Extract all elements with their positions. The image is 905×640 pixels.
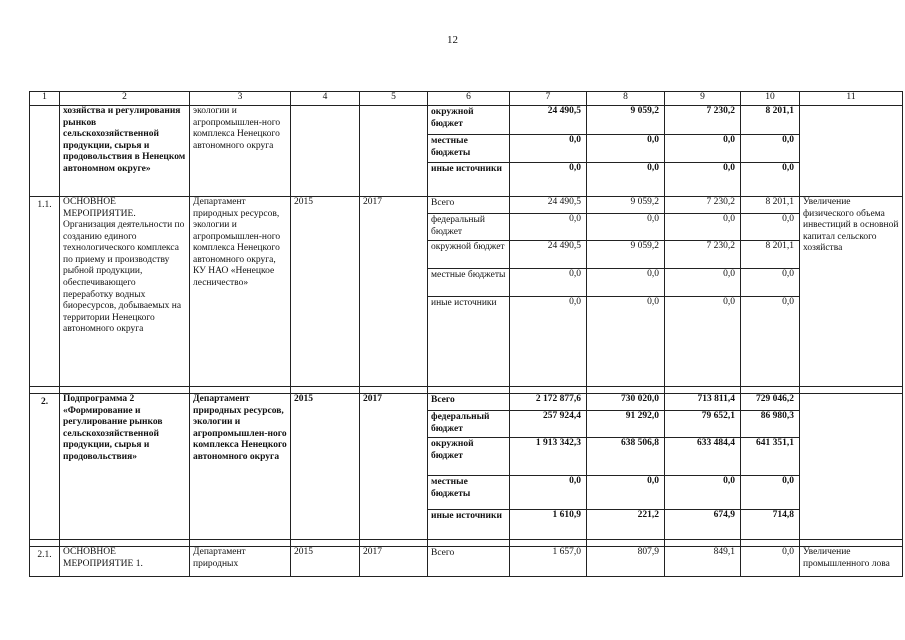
page-number: 12	[447, 34, 458, 46]
funding-source: местные бюджеты	[428, 135, 510, 163]
value-2017: 79 652,1	[665, 411, 741, 438]
funding-source: Всего	[428, 547, 510, 577]
value-total: 8 201,1	[741, 197, 800, 214]
header-cell: 2	[60, 92, 190, 106]
table-row	[30, 547, 903, 577]
department: Департамент природных	[190, 547, 291, 577]
header-cell: 10	[741, 92, 800, 106]
value-2016: 221,2	[587, 510, 665, 540]
expected-result: Увеличение физического объема инвестиций в основной капитал сельского хозяйства	[800, 197, 903, 387]
header-cell: 3	[190, 92, 291, 106]
header-cell: 7	[510, 92, 587, 106]
value-2016: 0,0	[587, 163, 665, 197]
value-2017: 849,1	[665, 547, 741, 577]
header-cell: 6	[428, 92, 510, 106]
value-2016: 9 059,2	[587, 241, 665, 269]
value-total: 714,8	[741, 510, 800, 540]
value-total: 0,0	[741, 547, 800, 577]
value-2017: 0,0	[665, 269, 741, 297]
value-2016: 0,0	[587, 135, 665, 163]
value-2017: 7 230,2	[665, 241, 741, 269]
value-2016: 91 292,0	[587, 411, 665, 438]
start-year: 2015	[291, 197, 360, 387]
activity-name: ОСНОВНОЕ МЕРОПРИЯТИЕ 1.	[60, 547, 190, 577]
funding-source: окружной бюджет	[428, 106, 510, 135]
funding-source: Всего	[428, 394, 510, 411]
subprogram-name: Подпрограмма 2 «Формирование и регулирование рынков сельскохозяйственной продукции, сырья и продовольствия»	[60, 394, 190, 540]
value-2016: 730 020,0	[587, 394, 665, 411]
value-total: 0,0	[741, 476, 800, 510]
value-total: 0,0	[741, 135, 800, 163]
value-2017: 674,9	[665, 510, 741, 540]
value-total: 641 351,1	[741, 438, 800, 476]
value-2015: 0,0	[510, 476, 587, 510]
start-year: 2015	[291, 547, 360, 577]
item-number: 1.1.	[30, 197, 60, 387]
table-row	[30, 106, 903, 135]
program-name: хозяйства и регулирования рынков сельскохозяйственной продукции, сырья и продовольствия в Ненецком автономном округе»	[60, 106, 190, 197]
value-total: 0,0	[741, 214, 800, 241]
value-2016: 9 059,2	[587, 106, 665, 135]
value-2016: 0,0	[587, 297, 665, 387]
value-2017: 0,0	[665, 297, 741, 387]
value-2016: 0,0	[587, 214, 665, 241]
end-year: 2017	[360, 197, 428, 387]
value-total: 729 046,2	[741, 394, 800, 411]
value-total: 86 980,3	[741, 411, 800, 438]
value-2015: 257 924,4	[510, 411, 587, 438]
activity-name: ОСНОВНОЕ МЕРОПРИЯТИЕ. Организация деятельности по созданию единого технологического комплекса по приему и производству рыбной продукции, обеспечивающего переработку водных биоресурсов, добываемых на территории Ненецкого автономного округа	[60, 197, 190, 387]
value-2015: 24 490,5	[510, 241, 587, 269]
header-row	[30, 92, 903, 106]
funding-source: федеральный бюджет	[428, 214, 510, 241]
value-2017: 0,0	[665, 135, 741, 163]
funding-source: федеральный бюджет	[428, 411, 510, 438]
department: экологии и агропромышлен-ного комплекса Ненецкого автономного округа	[190, 106, 291, 197]
funding-source: окружной бюджет	[428, 241, 510, 269]
start-year: 2015	[291, 394, 360, 540]
value-total: 0,0	[741, 297, 800, 387]
item-number: 2.1.	[30, 547, 60, 577]
value-2015: 1 657,0	[510, 547, 587, 577]
value-2017: 0,0	[665, 214, 741, 241]
funding-source: Всего	[428, 197, 510, 214]
value-total: 8 201,1	[741, 241, 800, 269]
funding-source: окружной бюджет	[428, 438, 510, 476]
item-number: 2.	[30, 394, 60, 540]
value-2017: 633 484,4	[665, 438, 741, 476]
value-2016: 0,0	[587, 269, 665, 297]
value-2016: 638 506,8	[587, 438, 665, 476]
header-cell: 9	[665, 92, 741, 106]
value-2015: 1 610,9	[510, 510, 587, 540]
value-2015: 0,0	[510, 163, 587, 197]
expected-result: Увеличение промышленного лова	[800, 547, 903, 577]
value-2017: 7 230,2	[665, 106, 741, 135]
value-total: 8 201,1	[741, 106, 800, 135]
value-total: 0,0	[741, 269, 800, 297]
header-cell: 8	[587, 92, 665, 106]
funding-source: иные источники	[428, 297, 510, 387]
value-2015: 0,0	[510, 269, 587, 297]
funding-source: иные источники	[428, 163, 510, 197]
value-2016: 0,0	[587, 476, 665, 510]
budget-table	[29, 91, 903, 577]
department: Департамент природных ресурсов, экологии и агропромышлен-ного комплекса Ненецкого автономного округа	[190, 394, 291, 540]
value-2015: 0,0	[510, 135, 587, 163]
value-2017: 0,0	[665, 476, 741, 510]
end-year: 2017	[360, 394, 428, 540]
table-row	[30, 197, 903, 214]
value-2015: 0,0	[510, 214, 587, 241]
value-2015: 1 913 342,3	[510, 438, 587, 476]
value-2015: 2 172 877,6	[510, 394, 587, 411]
value-2015: 24 490,5	[510, 197, 587, 214]
header-cell: 1	[30, 92, 60, 106]
header-cell: 4	[291, 92, 360, 106]
funding-source: местные бюджеты	[428, 476, 510, 510]
table-row	[30, 394, 903, 411]
header-cell: 11	[800, 92, 903, 106]
value-total: 0,0	[741, 163, 800, 197]
value-2016: 807,9	[587, 547, 665, 577]
value-2017: 7 230,2	[665, 197, 741, 214]
value-2015: 0,0	[510, 297, 587, 387]
value-2015: 24 490,5	[510, 106, 587, 135]
header-cell: 5	[360, 92, 428, 106]
value-2017: 0,0	[665, 163, 741, 197]
department: Департамент природных ресурсов, экологии и агропромышлен-ного комплекса Ненецкого автономного округа, КУ НАО «Ненецкое лесничество»	[190, 197, 291, 387]
funding-source: местные бюджеты	[428, 269, 510, 297]
end-year: 2017	[360, 547, 428, 577]
funding-source: иные источники	[428, 510, 510, 540]
value-2016: 9 059,2	[587, 197, 665, 214]
value-2017: 713 811,4	[665, 394, 741, 411]
